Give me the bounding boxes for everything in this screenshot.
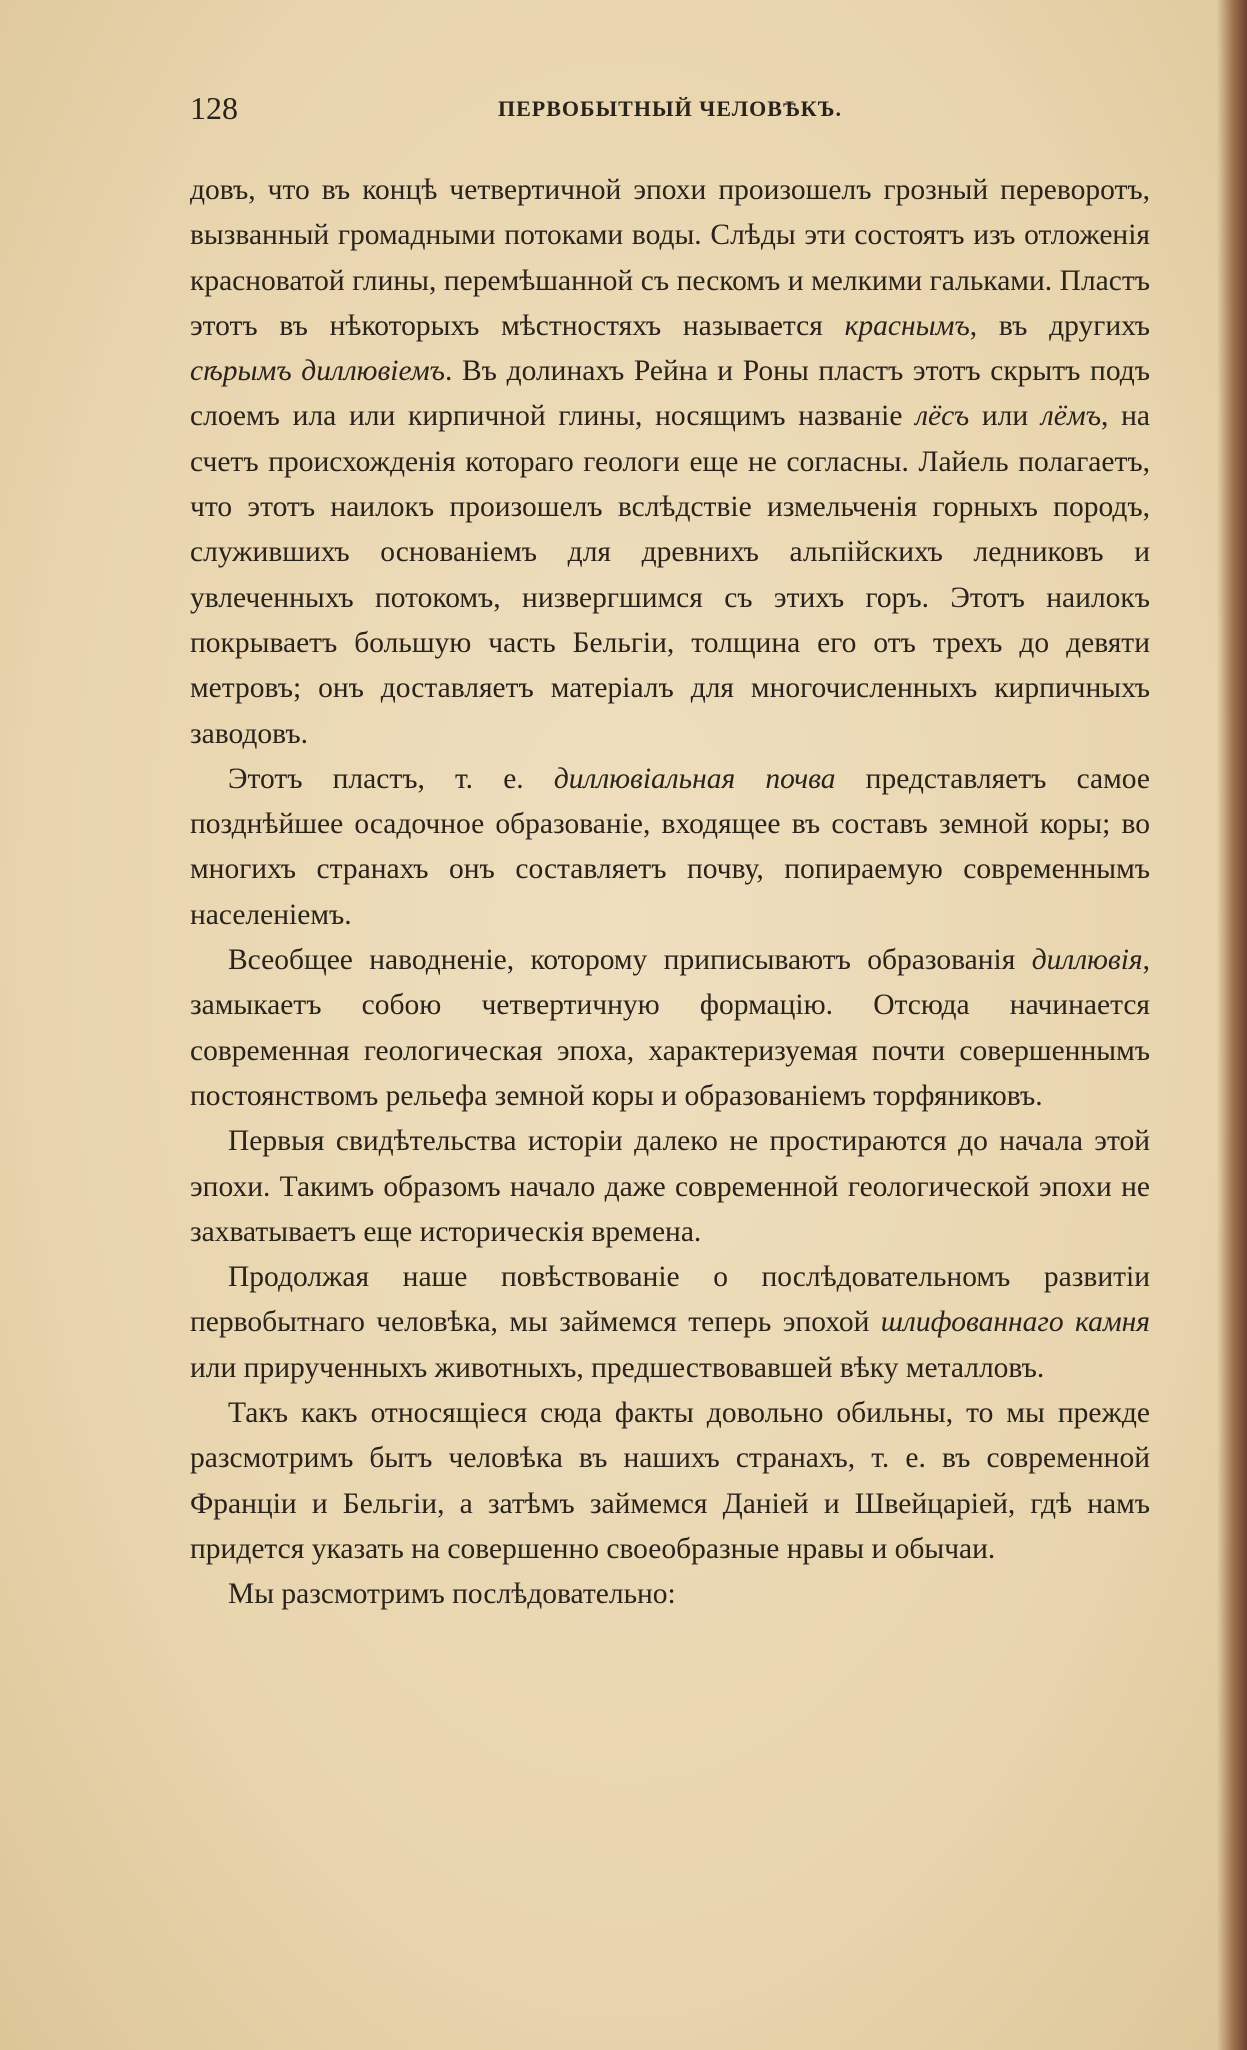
paragraph-7 [190,1572,1150,1617]
page-edge-shadow [1217,0,1247,2050]
italic-term: шлифованнаго камня [880,1306,1150,1339]
running-title: ПЕРВОБЫТНЫЙ ЧЕЛОВѢКЪ. [498,96,842,121]
text-run: Первыя свидѣтельства исторіи далеко не простираются до начала этой эпохи. Такимъ образомъ начало даже современной геологической эпохи не захватываетъ еще историческія времена. [190,1125,1150,1248]
italic-term: краснымъ [844,309,970,342]
text-run: довъ, что въ концѣ четвертичной эпохи произошелъ грозный переворотъ, вызванный громадными потоками воды. Слѣды эти состоятъ изъ отложенія красноватой глины, перемѣшанной съ пескомъ и мелкими гальками. Пластъ этотъ въ нѣкоторыхъ мѣстностяхъ называется [190,174,1150,342]
text-run: или [969,400,1041,433]
italic-term: лёмъ [1040,400,1102,433]
text-run: Мы разсмотримъ послѣдовательно: [228,1578,676,1611]
italic-term: диллювія [1031,944,1143,977]
text-run: , на счетъ происхожденія котораго геологи еще не согласны. Лайель полагаетъ, что этотъ наилокъ произошелъ вслѣдствіе измельченія горныхъ породъ, служившихъ основаніемъ для древнихъ альпійскихъ ледниковъ и увлеченныхъ потокомъ, низвергшимся съ этихъ горъ. Этотъ наилокъ покрываетъ большую часть Бельгіи, толщина его отъ трехъ до девяти метровъ; онъ доставляетъ матеріалъ для многочисленныхъ кирпичныхъ заводовъ. [190,400,1151,750]
body-text [190,168,1150,1618]
text-run: , замыкаетъ собою четвертичную формацію. Отсюда начинается современная геологическая эпоха, характеризуемая почти совершеннымъ постоянствомъ рельефа земной коры и образованіемъ торфяниковъ. [190,944,1150,1112]
text-run: или прирученныхъ животныхъ, предшествовавшей вѣку металловъ. [190,1351,1045,1384]
page-header [190,90,1150,130]
text-run: Всеобщее наводненіе, которому приписываютъ образованія [228,944,1032,977]
text-run: . Въ долинахъ Рейна и Роны пластъ этотъ скрытъ подъ слоемъ ила или кирпичной глины, носящимъ названіе [190,355,1150,433]
italic-term: лёсъ [915,400,970,433]
italic-term: сѣрымъ диллювіемъ [190,355,445,388]
text-run: , въ другихъ [969,309,1150,342]
paragraph-4 [190,1119,1150,1255]
page-number: 128 [190,90,238,126]
paragraph-1 [190,168,1150,757]
text-run: Такъ какъ относящіеся сюда факты довольно обильны, то мы прежде разсмотримъ бытъ человѣка въ нашихъ странахъ, т. е. въ современной Франціи и Бельгіи, а затѣмъ займемся Даніей и Швейцаріей, гдѣ намъ придется указать на совершенно своеобразные нравы и обычаи. [190,1397,1150,1565]
paragraph-5 [190,1255,1150,1391]
paragraph-3 [190,938,1150,1119]
text-run: Этотъ пластъ, т. е. [228,762,554,795]
text-run: Продолжая наше повѣствованіе о послѣдовательномъ развитіи первобытнаго человѣка, мы займемся теперь эпохой [190,1261,1150,1339]
italic-term: диллювіальная почва [553,762,836,795]
paragraph-2 [190,757,1150,938]
paragraph-6 [190,1391,1150,1572]
text-run: представляетъ самое позднѣйшее осадочное образованіе, входящее въ составъ земной коры; во многихъ странахъ онъ составляетъ почву, попираемую современнымъ населеніемъ. [190,762,1150,931]
